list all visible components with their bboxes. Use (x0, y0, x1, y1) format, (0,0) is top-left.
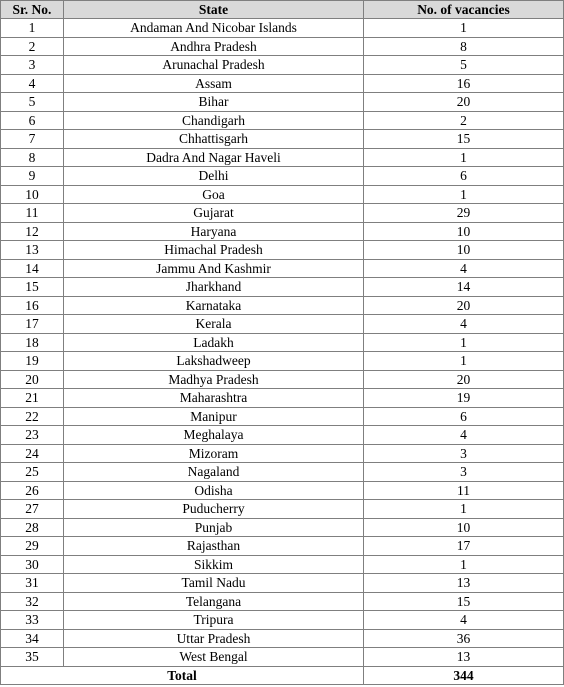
cell-vacancies: 4 (364, 259, 564, 278)
cell-sr-no: 6 (1, 111, 64, 130)
cell-vacancies: 3 (364, 463, 564, 482)
cell-vacancies: 10 (364, 518, 564, 537)
cell-state: Ladakh (64, 333, 364, 352)
cell-sr-no: 15 (1, 278, 64, 297)
table-row (1, 37, 564, 56)
header-sr-no: Sr. No. (1, 1, 64, 19)
cell-sr-no: 31 (1, 574, 64, 593)
cell-state: Chhattisgarh (64, 130, 364, 149)
cell-sr-no: 18 (1, 333, 64, 352)
cell-vacancies: 19 (364, 389, 564, 408)
table-body (1, 19, 564, 685)
cell-state: Manipur (64, 407, 364, 426)
cell-vacancies: 4 (364, 315, 564, 334)
table-row (1, 93, 564, 112)
cell-state: Goa (64, 185, 364, 204)
cell-state: West Bengal (64, 648, 364, 667)
cell-sr-no: 29 (1, 537, 64, 556)
table-row (1, 574, 564, 593)
cell-sr-no: 12 (1, 222, 64, 241)
cell-vacancies: 10 (364, 241, 564, 260)
cell-state: Lakshadweep (64, 352, 364, 371)
cell-vacancies: 11 (364, 481, 564, 500)
cell-state: Maharashtra (64, 389, 364, 408)
cell-state: Tamil Nadu (64, 574, 364, 593)
cell-vacancies: 4 (364, 611, 564, 630)
table-row (1, 278, 564, 297)
cell-state: Nagaland (64, 463, 364, 482)
cell-state: Delhi (64, 167, 364, 186)
table-row (1, 389, 564, 408)
table-row (1, 407, 564, 426)
cell-vacancies: 1 (364, 333, 564, 352)
table-row (1, 148, 564, 167)
cell-state: Gujarat (64, 204, 364, 223)
cell-vacancies: 20 (364, 93, 564, 112)
cell-vacancies: 13 (364, 648, 564, 667)
cell-state: Himachal Pradesh (64, 241, 364, 260)
cell-state: Kerala (64, 315, 364, 334)
table-row (1, 241, 564, 260)
table-row (1, 611, 564, 630)
cell-state: Meghalaya (64, 426, 364, 445)
cell-state: Arunachal Pradesh (64, 56, 364, 75)
cell-vacancies: 1 (364, 500, 564, 519)
cell-state: Punjab (64, 518, 364, 537)
table-row (1, 629, 564, 648)
cell-state: Uttar Pradesh (64, 629, 364, 648)
cell-sr-no: 24 (1, 444, 64, 463)
table-row (1, 19, 564, 38)
table-row (1, 111, 564, 130)
cell-vacancies: 29 (364, 204, 564, 223)
table-row (1, 296, 564, 315)
cell-sr-no: 5 (1, 93, 64, 112)
cell-vacancies: 17 (364, 537, 564, 556)
cell-sr-no: 20 (1, 370, 64, 389)
cell-vacancies: 1 (364, 19, 564, 38)
cell-sr-no: 22 (1, 407, 64, 426)
table-row (1, 56, 564, 75)
cell-sr-no: 3 (1, 56, 64, 75)
table-row (1, 204, 564, 223)
table-row (1, 167, 564, 186)
cell-sr-no: 33 (1, 611, 64, 630)
cell-vacancies: 1 (364, 148, 564, 167)
cell-sr-no: 23 (1, 426, 64, 445)
table-row (1, 555, 564, 574)
table-row (1, 426, 564, 445)
cell-state: Chandigarh (64, 111, 364, 130)
table-row (1, 537, 564, 556)
cell-vacancies: 10 (364, 222, 564, 241)
cell-sr-no: 19 (1, 352, 64, 371)
cell-state: Karnataka (64, 296, 364, 315)
table-row (1, 222, 564, 241)
table-row (1, 592, 564, 611)
cell-sr-no: 32 (1, 592, 64, 611)
cell-sr-no: 9 (1, 167, 64, 186)
cell-vacancies: 1 (364, 555, 564, 574)
cell-sr-no: 7 (1, 130, 64, 149)
table-row (1, 463, 564, 482)
cell-vacancies: 20 (364, 370, 564, 389)
header-vacancies: No. of vacancies (364, 1, 564, 19)
cell-sr-no: 1 (1, 19, 64, 38)
table-row (1, 444, 564, 463)
cell-sr-no: 30 (1, 555, 64, 574)
table-row (1, 185, 564, 204)
cell-vacancies: 2 (364, 111, 564, 130)
cell-state: Jharkhand (64, 278, 364, 297)
cell-sr-no: 8 (1, 148, 64, 167)
cell-vacancies: 6 (364, 407, 564, 426)
total-row (1, 666, 564, 685)
cell-state: Madhya Pradesh (64, 370, 364, 389)
cell-state: Sikkim (64, 555, 364, 574)
cell-vacancies: 4 (364, 426, 564, 445)
cell-sr-no: 21 (1, 389, 64, 408)
cell-state: Odisha (64, 481, 364, 500)
cell-sr-no: 27 (1, 500, 64, 519)
table-row (1, 481, 564, 500)
cell-sr-no: 4 (1, 74, 64, 93)
cell-state: Andaman And Nicobar Islands (64, 19, 364, 38)
table-row (1, 500, 564, 519)
cell-vacancies: 3 (364, 444, 564, 463)
table-row (1, 352, 564, 371)
cell-vacancies: 14 (364, 278, 564, 297)
table-row (1, 333, 564, 352)
cell-vacancies: 36 (364, 629, 564, 648)
table-row (1, 74, 564, 93)
cell-state: Haryana (64, 222, 364, 241)
cell-sr-no: 17 (1, 315, 64, 334)
cell-sr-no: 35 (1, 648, 64, 667)
cell-state: Telangana (64, 592, 364, 611)
cell-vacancies: 5 (364, 56, 564, 75)
table-row (1, 130, 564, 149)
table-row (1, 518, 564, 537)
cell-vacancies: 20 (364, 296, 564, 315)
cell-state: Mizoram (64, 444, 364, 463)
table-row (1, 259, 564, 278)
cell-vacancies: 1 (364, 352, 564, 371)
cell-state: Bihar (64, 93, 364, 112)
total-value-cell: 344 (364, 666, 564, 685)
cell-state: Dadra And Nagar Haveli (64, 148, 364, 167)
cell-state: Andhra Pradesh (64, 37, 364, 56)
cell-vacancies: 8 (364, 37, 564, 56)
cell-sr-no: 28 (1, 518, 64, 537)
total-label-cell: Total (1, 666, 364, 685)
cell-state: Rajasthan (64, 537, 364, 556)
header-state: State (64, 1, 364, 19)
cell-vacancies: 16 (364, 74, 564, 93)
table-row (1, 648, 564, 667)
cell-sr-no: 14 (1, 259, 64, 278)
cell-sr-no: 11 (1, 204, 64, 223)
cell-vacancies: 15 (364, 130, 564, 149)
cell-sr-no: 25 (1, 463, 64, 482)
cell-state: Puducherry (64, 500, 364, 519)
cell-state: Assam (64, 74, 364, 93)
cell-sr-no: 34 (1, 629, 64, 648)
cell-sr-no: 10 (1, 185, 64, 204)
cell-vacancies: 15 (364, 592, 564, 611)
table-row (1, 315, 564, 334)
cell-state: Jammu And Kashmir (64, 259, 364, 278)
cell-vacancies: 1 (364, 185, 564, 204)
table-header-row (1, 1, 564, 19)
cell-sr-no: 13 (1, 241, 64, 260)
cell-sr-no: 16 (1, 296, 64, 315)
cell-vacancies: 6 (364, 167, 564, 186)
cell-sr-no: 26 (1, 481, 64, 500)
cell-state: Tripura (64, 611, 364, 630)
cell-vacancies: 13 (364, 574, 564, 593)
table-row (1, 370, 564, 389)
cell-sr-no: 2 (1, 37, 64, 56)
